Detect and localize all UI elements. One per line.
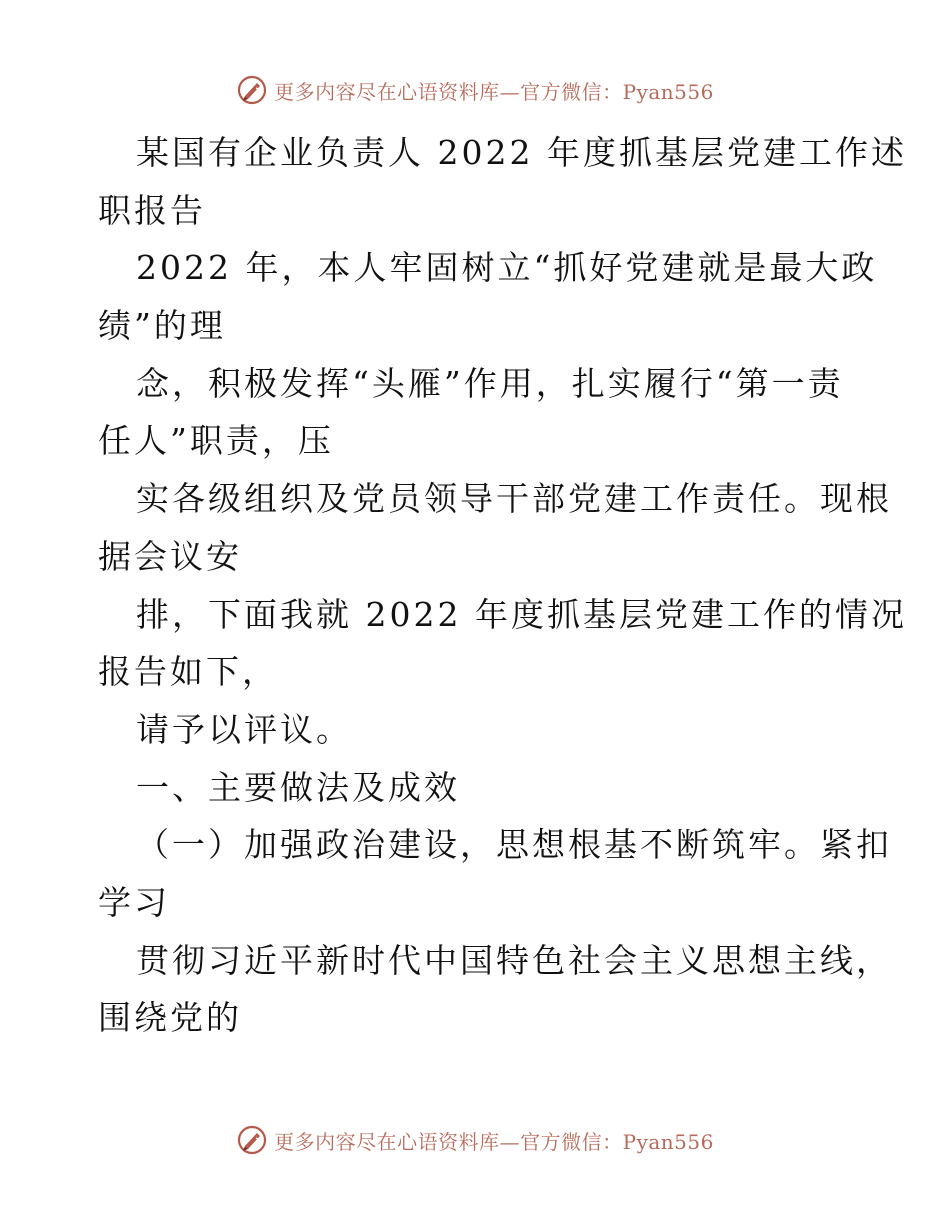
text-line: 贯彻习近平新时代中国特色社会主义思想主线， (136, 940, 892, 980)
text-line: 请予以评议。 (136, 709, 352, 749)
pen-circle-logo-icon (236, 74, 268, 106)
text-line: 学习 (98, 882, 170, 922)
text-line: 围绕党的 (98, 998, 242, 1038)
pen-circle-logo-icon (236, 1124, 268, 1156)
watermark-text: 更多内容尽在心语资料库—官方微信：Pyan556 (274, 79, 714, 104)
text-line: 2022 年，本人牢固树立“抓好党建就是最大政 (136, 248, 878, 288)
text-line: 排，下面我就 2022 年度抓基层党建工作的情况 (136, 594, 907, 634)
text-line: 绩”的理 (98, 306, 226, 346)
text-line: 念，积极发挥“头雁”作用，扎实履行“第一责 (136, 363, 844, 403)
footer-watermark-banner (0, 1122, 950, 1158)
text-line: （一）加强政治建设，思想根基不断筑牢。紧扣 (136, 825, 892, 865)
text-line: 据会议安 (98, 536, 242, 576)
text-line: 实各级组织及党员领导干部党建工作责任。现根 (136, 479, 892, 519)
header-watermark-banner (0, 72, 950, 108)
text-line: 任人”职责，压 (98, 421, 334, 461)
text-line: 职报告 (98, 190, 206, 230)
document-body (98, 124, 907, 1047)
text-line: 报告如下， (98, 652, 278, 692)
text-line: 某国有企业负责人 2022 年度抓基层党建工作述 (136, 133, 907, 172)
watermark-text: 更多内容尽在心语资料库—官方微信：Pyan556 (274, 1129, 714, 1154)
text-line: 一、主要做法及成效 (136, 767, 460, 807)
